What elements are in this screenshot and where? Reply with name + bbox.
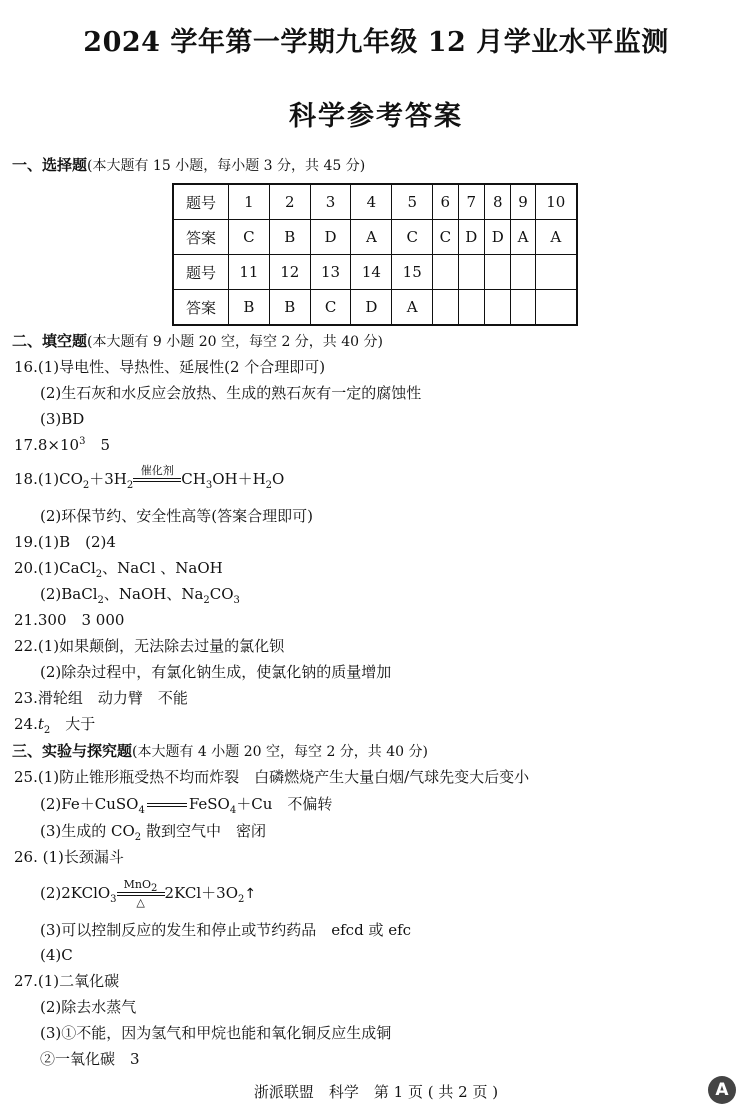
table-cell: B bbox=[269, 290, 310, 326]
table-cell bbox=[511, 255, 535, 290]
table-cell bbox=[458, 255, 484, 290]
answer-17-exponent: 3 bbox=[79, 436, 86, 447]
answer-21: 21.300 3 000 bbox=[14, 611, 125, 629]
answer-24-rest: 大于 bbox=[50, 715, 96, 733]
table-cell: 13 bbox=[310, 255, 351, 290]
table-cell: B bbox=[229, 290, 270, 326]
table-cell: 2 bbox=[269, 184, 310, 220]
answer-18-2: (2)环保节约、安全性高等(答案合理即可) bbox=[40, 507, 313, 525]
table-cell bbox=[511, 290, 535, 326]
reaction-condition: MnO$_2$ △ bbox=[117, 879, 165, 909]
answer-25-3: (3)生成的 $CO_2$ 散到空气中 密闭 bbox=[40, 822, 266, 843]
answer-17-rest: 5 bbox=[85, 436, 110, 454]
answer-26-3: (3)可以控制反应的发生和停止或节约药品 efcd 或 efc bbox=[40, 921, 412, 939]
table-cell: 3 bbox=[310, 184, 351, 220]
answer-22-1: 22.(1)如果颠倒，无法除去过量的氯化钡 bbox=[14, 637, 285, 655]
version-badge: A bbox=[708, 1076, 736, 1104]
page-footer: 浙派联盟 科学 第 1 页 ( 共 2 页 ) bbox=[253, 1083, 499, 1101]
table-cell: C bbox=[392, 220, 433, 255]
answer-16-1: 16.(1)导电性、导热性、延展性(2 个合理即可) bbox=[14, 358, 326, 376]
table-cell bbox=[433, 255, 458, 290]
table-cell: 5 bbox=[392, 184, 433, 220]
table-cell: 1 bbox=[229, 184, 270, 220]
answer-25-2-rest: 不偏转 bbox=[272, 795, 333, 813]
table-cell bbox=[485, 255, 511, 290]
answer-17-prefix: 17.8×10 bbox=[14, 436, 80, 454]
document-title: 2024 学年第一学期九年级 12 月学业水平监测 bbox=[83, 27, 669, 58]
heat-symbol: △ bbox=[136, 896, 145, 909]
table-cell: D bbox=[310, 220, 351, 255]
section-note: (本大题有 4 小题 20 空，每空 2 分，共 40 分) bbox=[132, 744, 428, 760]
answer-20-1: 20.(1)CaCl$_2$、NaCl 、NaOH bbox=[14, 559, 223, 580]
table-row-question-1 bbox=[173, 184, 577, 220]
answer-18-equation: $18.(1)CO_2+3H_2$ 催化剂 $CH_3OH+H_2O$ bbox=[14, 465, 284, 495]
table-cell bbox=[485, 290, 511, 326]
table-cell: D bbox=[485, 220, 511, 255]
table-cell: 11 bbox=[229, 255, 270, 290]
row-label: 题号 bbox=[173, 255, 229, 290]
answer-20-2: (2)BaCl$_2$、NaOH、$Na_2CO_3$ bbox=[40, 585, 240, 606]
table-cell: 6 bbox=[433, 184, 458, 220]
answer-25-2: (2)Fe＋CuSO$_4$ FeSO$_4$＋Cu 不偏转 bbox=[40, 795, 333, 816]
table-cell bbox=[433, 290, 458, 326]
answer-23: 23.滑轮组 动力臂 不能 bbox=[14, 689, 188, 707]
table-cell: B bbox=[269, 220, 310, 255]
table-cell: C bbox=[433, 220, 458, 255]
table-cell: 12 bbox=[269, 255, 310, 290]
answer-25-3-prefix: (3)生成的 CO bbox=[40, 822, 135, 840]
answer-27-4: ②一氧化碳 3 bbox=[40, 1050, 140, 1068]
row-label: 题号 bbox=[173, 184, 229, 220]
answer-27-1: 27.(1)二氧化碳 bbox=[14, 972, 120, 990]
row-label: 答案 bbox=[173, 290, 229, 326]
answer-20-1-prefix: 20.(1)CaCl bbox=[14, 559, 96, 577]
table-cell: 10 bbox=[535, 184, 577, 220]
answer-25-1: 25.(1)防止锥形瓶受热不均而炸裂 白磷燃烧产生大量白烟/气球先变大后变小 bbox=[14, 768, 530, 786]
table-cell: A bbox=[535, 220, 577, 255]
table-row-answer-1 bbox=[173, 220, 577, 255]
equals-bar bbox=[147, 803, 187, 807]
answer-19: 19.(1)B (2)4 bbox=[14, 533, 116, 551]
answer-27-2: (2)除去水蒸气 bbox=[40, 998, 137, 1016]
table-cell: A bbox=[392, 290, 433, 326]
table-cell: 8 bbox=[485, 184, 511, 220]
answer-16-3: (3)BD bbox=[40, 410, 85, 428]
answer-17 bbox=[14, 435, 110, 455]
answer-table bbox=[172, 183, 578, 326]
table-cell: C bbox=[229, 220, 270, 255]
answer-27-3: (3)①不能，因为氢气和甲烷也能和氧化铜反应生成铜 bbox=[40, 1024, 392, 1042]
table-cell: A bbox=[351, 220, 392, 255]
answer-24-variable: t bbox=[37, 715, 44, 733]
section-label: 三、实验与探究题 bbox=[12, 742, 133, 760]
section-heading-experiment bbox=[12, 741, 428, 762]
table-cell: 15 bbox=[392, 255, 433, 290]
table-cell: D bbox=[351, 290, 392, 326]
section-note: (本大题有 15 小题，每小题 3 分，共 45 分) bbox=[87, 158, 366, 174]
table-cell: 7 bbox=[458, 184, 484, 220]
table-cell bbox=[458, 290, 484, 326]
table-cell: 14 bbox=[351, 255, 392, 290]
gas-up-arrow-icon: ↑ bbox=[244, 886, 257, 902]
table-row-answer-2 bbox=[173, 290, 577, 326]
answer-20-2-prefix: (2)BaCl bbox=[40, 585, 98, 603]
answer-26-1: 26. (1)长颈漏斗 bbox=[14, 848, 124, 866]
document-subtitle: 科学参考答案 bbox=[289, 101, 463, 132]
catalyst-label: 催化剂 bbox=[140, 464, 174, 477]
answer-24-subscript: 2 bbox=[43, 725, 51, 736]
table-cell: C bbox=[310, 290, 351, 326]
answer-25-3-rest: 散到空气中 密闭 bbox=[141, 822, 266, 840]
section-note: (本大题有 9 小题 20 空，每空 2 分，共 40 分) bbox=[87, 334, 383, 350]
table-cell bbox=[535, 290, 577, 326]
table-cell: 9 bbox=[511, 184, 535, 220]
equation-prefix: 18.(1)CO bbox=[14, 470, 83, 488]
row-label: 答案 bbox=[173, 220, 229, 255]
answer-26-2-equation: (2)2KClO$_3$ MnO$_2$ △ $2KCl+3O_2↑$ bbox=[40, 878, 257, 909]
table-row-question-2 bbox=[173, 255, 577, 290]
answer-22-2: (2)除杂过程中，有氯化钠生成，使氯化钠的质量增加 bbox=[40, 663, 392, 681]
section-heading-choice bbox=[12, 155, 365, 176]
section-label: 二、填空题 bbox=[12, 332, 88, 350]
equation-prefix: (2)2KClO bbox=[40, 884, 111, 902]
answer-25-2-prefix: (2)Fe＋CuSO bbox=[40, 795, 139, 813]
catalyst-label: MnO bbox=[123, 878, 152, 891]
table-cell: A bbox=[511, 220, 535, 255]
answer-26-4: (4)C bbox=[40, 946, 73, 964]
table-cell bbox=[535, 255, 577, 290]
answer-24 bbox=[14, 714, 95, 734]
answer-24-prefix: 24. bbox=[14, 715, 38, 733]
section-label: 一、选择题 bbox=[12, 156, 88, 174]
reaction-condition bbox=[133, 465, 181, 495]
table-cell: 4 bbox=[351, 184, 392, 220]
table-cell: D bbox=[458, 220, 484, 255]
answer-16-2: (2)生石灰和水反应会放热、生成的熟石灰有一定的腐蚀性 bbox=[40, 384, 422, 402]
section-heading-fill bbox=[12, 331, 383, 352]
